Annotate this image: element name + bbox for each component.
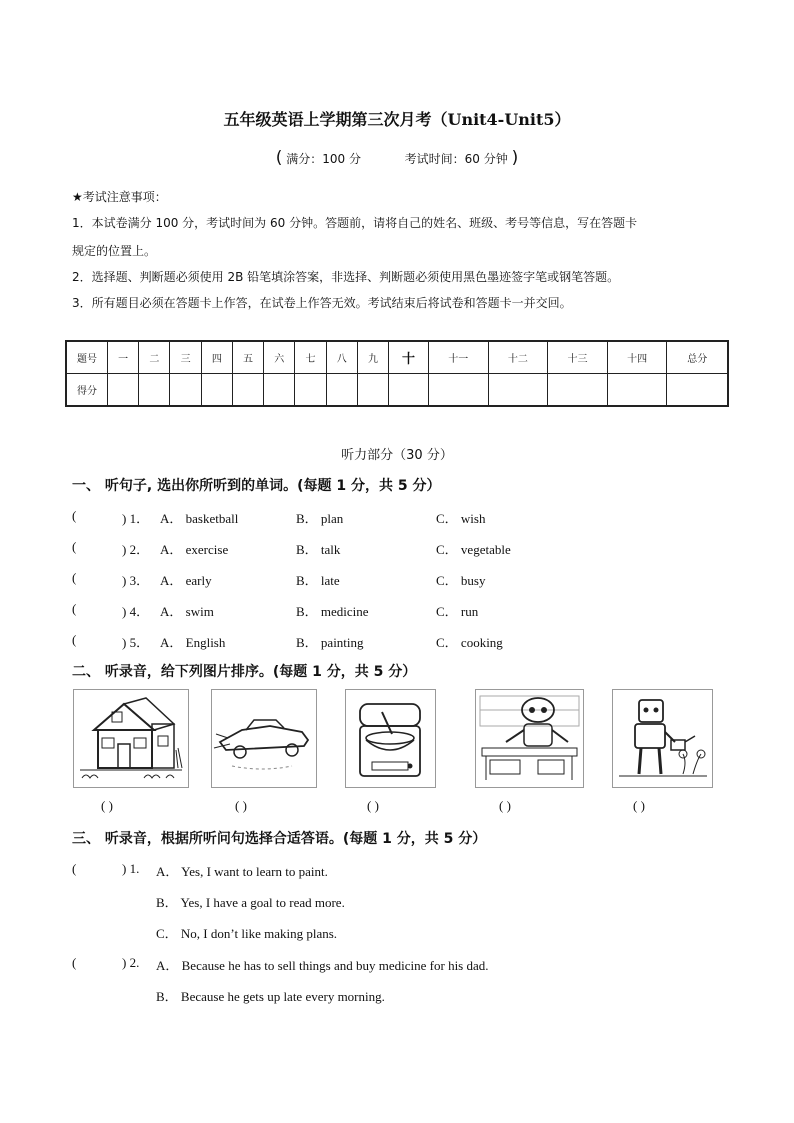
exam-info — [0, 148, 794, 168]
option-a[interactable]: A． exercise — [160, 542, 229, 557]
question-number: ) 1. — [122, 861, 140, 876]
part3-title: 三、 听录音，根据所听问句选择合适答语。(每题 1 分，共 5 分） — [72, 831, 487, 847]
score-table-score-row — [66, 374, 728, 407]
listening-section-title: 听力部分（30 分） — [341, 448, 453, 463]
score-cell[interactable] — [389, 374, 429, 407]
table-col: 总分 — [667, 341, 728, 374]
flying-car-icon — [212, 690, 316, 787]
score-table — [65, 340, 729, 407]
option-a[interactable]: A． Yes, I want to learn to paint. — [156, 864, 328, 879]
option-a[interactable]: A． Because he has to sell things and buy medicine for his dad. — [156, 958, 489, 973]
part3-q1 — [72, 861, 328, 879]
option-b[interactable]: B． painting — [296, 635, 364, 650]
picture-robot-watering — [612, 689, 713, 788]
exam-time: 考试时间：60 分钟 — [404, 152, 508, 166]
option-b[interactable]: B． plan — [296, 511, 344, 526]
score-cell[interactable] — [264, 374, 295, 407]
score-cell[interactable] — [201, 374, 232, 407]
picture-answer-4[interactable]: ( ) — [499, 798, 511, 813]
bracket-open: ( — [275, 148, 283, 168]
bracket-close: ) — [511, 148, 519, 168]
option-a[interactable]: A． basketball — [160, 511, 239, 526]
answer-paren[interactable]: ( — [72, 632, 77, 647]
table-col: 十二 — [488, 341, 548, 374]
option-a[interactable]: A． English — [160, 635, 226, 650]
robot-watering-icon — [613, 690, 712, 787]
note-line-1: 1．本试卷满分 100 分，考试时间为 60 分钟。答题前，请将自己的姓名、班级、考号等信息，写在答题卡 — [72, 216, 638, 230]
picture-answer-5[interactable]: ( ) — [633, 798, 645, 813]
table-col: 五 — [232, 341, 263, 374]
part1-q3 — [72, 570, 486, 588]
table-col: 二 — [139, 341, 170, 374]
score-cell[interactable] — [548, 374, 608, 407]
part3-q1-option-c[interactable]: C． No, I don’t like making plans. — [156, 926, 338, 941]
notes-heading: ★考试注意事项： — [72, 190, 167, 204]
answer-paren[interactable]: ( — [72, 508, 77, 523]
part1-q5 — [72, 632, 503, 650]
option-b[interactable]: B． talk — [296, 542, 341, 557]
score-cell[interactable] — [488, 374, 548, 407]
table-col: 十四 — [607, 341, 667, 374]
question-number: ) 2． — [122, 542, 150, 557]
part3-q1-option-b[interactable]: B． Yes, I have a goal to read more. — [156, 895, 345, 910]
picture-robot-desk — [475, 689, 584, 788]
score-cell[interactable] — [170, 374, 201, 407]
table-col: 四 — [201, 341, 232, 374]
score-cell[interactable] — [357, 374, 388, 407]
part1-q4 — [72, 601, 479, 619]
part3-q2-option-b[interactable]: B． Because he gets up late every morning. — [156, 989, 385, 1004]
question-number: ) 3． — [122, 573, 150, 588]
answer-paren[interactable]: ( — [72, 955, 77, 970]
part1-q2 — [72, 539, 511, 557]
table-col: 十 — [389, 341, 429, 374]
note-line-3: 3．所有题目必须在答题卡上作答，在试卷上作答无效。考试结束后将试卷和答题卡一并交回。 — [72, 296, 572, 310]
table-col: 六 — [264, 341, 295, 374]
option-c[interactable]: C． vegetable — [436, 542, 511, 557]
part1-title: 一、 听句子, 选出你所听到的单词。(每题 1 分，共 5 分） — [72, 478, 441, 494]
answer-paren[interactable]: ( — [72, 570, 77, 585]
question-number: ) 5． — [122, 635, 150, 650]
part2-title: 二、 听录音，给下列图片排序。(每题 1 分，共 5 分） — [72, 664, 417, 680]
answer-paren[interactable]: ( — [72, 539, 77, 554]
option-a[interactable]: A． early — [160, 573, 212, 588]
picture-answer-2[interactable]: ( ) — [235, 798, 247, 813]
score-cell[interactable] — [295, 374, 326, 407]
score-cell[interactable] — [428, 374, 488, 407]
table-col: 十一 — [428, 341, 488, 374]
table-col: 一 — [108, 341, 139, 374]
option-a[interactable]: A． swim — [160, 604, 214, 619]
question-number: ) 4． — [122, 604, 150, 619]
option-c[interactable]: C． busy — [436, 573, 486, 588]
full-score: 满分：100 分 — [286, 152, 361, 166]
picture-answer-3[interactable]: ( ) — [367, 798, 379, 813]
part1-q1 — [72, 508, 486, 526]
table-col: 十三 — [548, 341, 608, 374]
option-b[interactable]: B． late — [296, 573, 340, 588]
score-cell[interactable] — [139, 374, 170, 407]
table-col: 三 — [170, 341, 201, 374]
score-cell[interactable] — [108, 374, 139, 407]
option-b[interactable]: B． medicine — [296, 604, 369, 619]
score-table-header-row — [66, 341, 728, 374]
picture-flying-car — [211, 689, 317, 788]
answer-paren[interactable]: ( — [72, 601, 77, 616]
score-cell[interactable] — [667, 374, 728, 407]
robot-desk-icon — [476, 690, 583, 787]
note-line-2: 2．选择题、判断题必须使用 2B 铅笔填涂答案，非选择、判断题必须使用黑色墨迹签字笔或钢笔答题。 — [72, 270, 620, 284]
answer-paren[interactable]: ( — [72, 861, 77, 876]
table-col: 七 — [295, 341, 326, 374]
table-col: 八 — [326, 341, 357, 374]
table-header-label: 题号 — [66, 341, 108, 374]
question-number: ) 1． — [122, 511, 150, 526]
picture-answer-1[interactable]: ( ) — [101, 798, 113, 813]
picture-house — [73, 689, 189, 788]
house-icon — [74, 690, 188, 787]
question-number: ) 2. — [122, 955, 140, 970]
table-col: 九 — [357, 341, 388, 374]
note-line-1b: 规定的位置上。 — [72, 244, 157, 258]
option-c[interactable]: C． cooking — [436, 635, 503, 650]
score-cell[interactable] — [607, 374, 667, 407]
score-cell[interactable] — [326, 374, 357, 407]
picture-cooking-machine — [345, 689, 436, 788]
part3-q2 — [72, 955, 489, 973]
page-title: 五年级英语上学期第三次月考（Unit4-Unit5） — [223, 110, 571, 129]
option-c[interactable]: C． run — [436, 604, 479, 619]
score-cell[interactable] — [232, 374, 263, 407]
cooking-machine-icon — [346, 690, 435, 787]
option-c[interactable]: C． wish — [436, 511, 486, 526]
table-row-label: 得分 — [66, 374, 108, 407]
